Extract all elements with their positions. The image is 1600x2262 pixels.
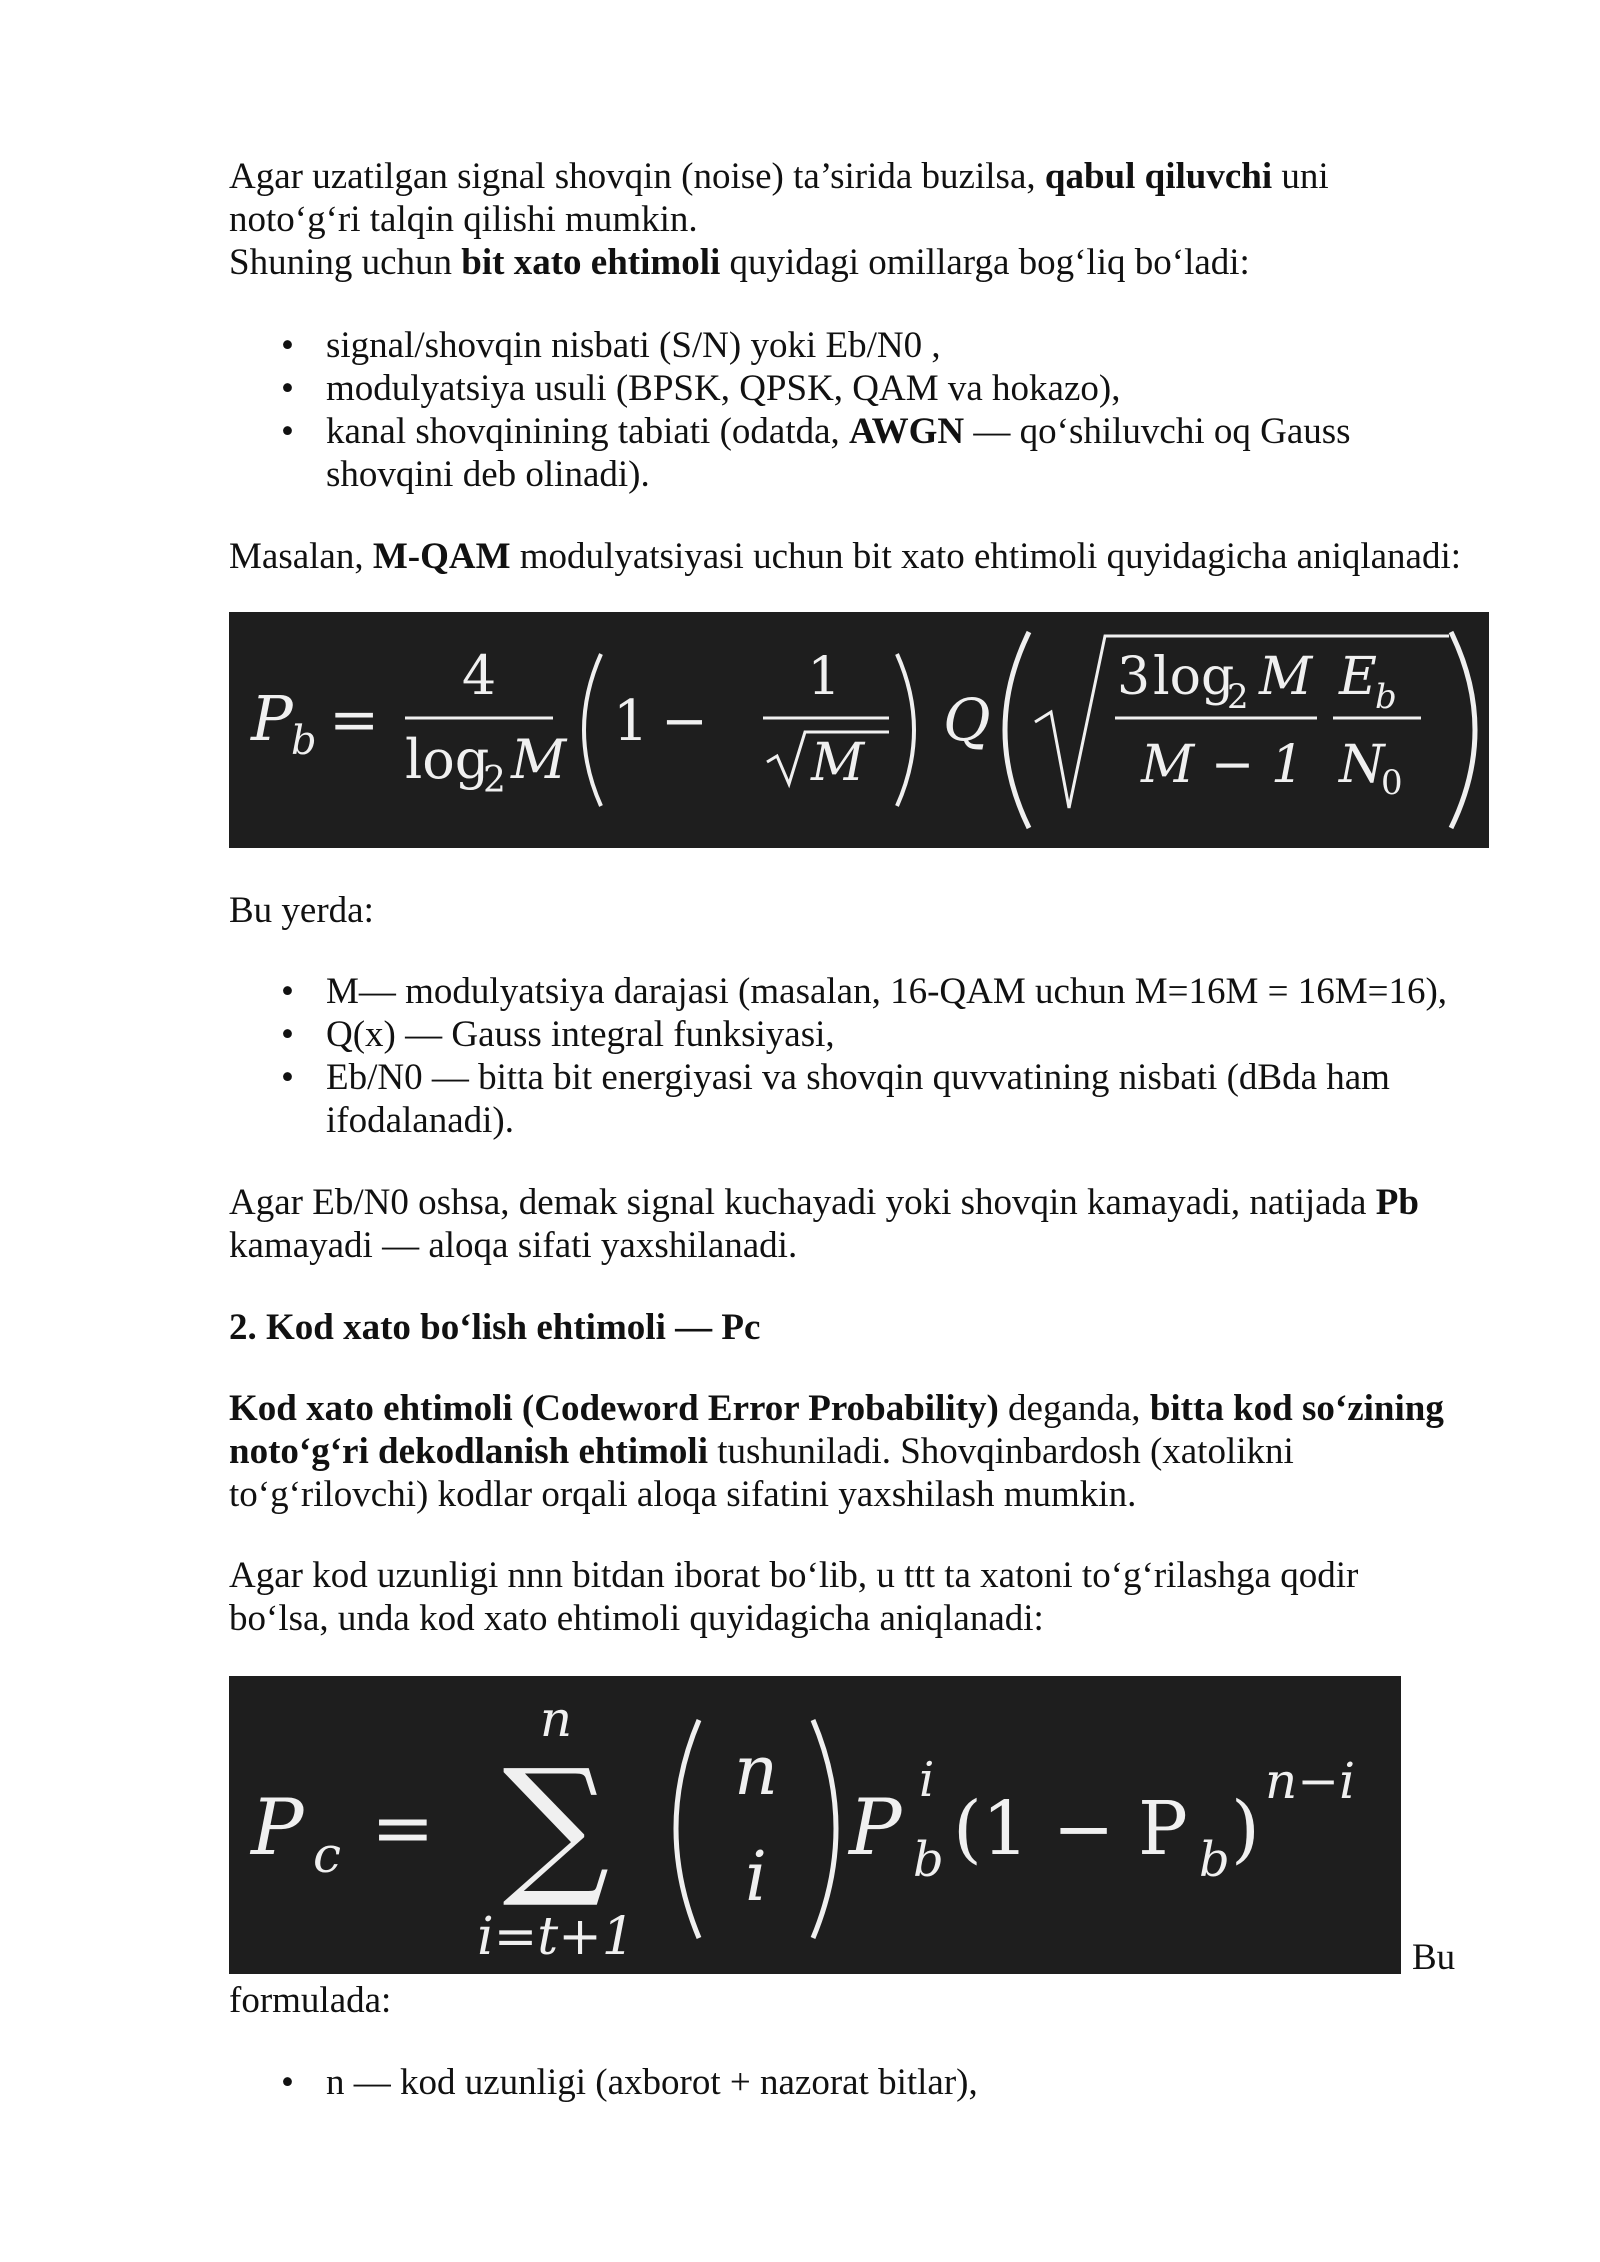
- bullet-icon: •: [281, 411, 294, 452]
- bullet-icon: •: [281, 325, 294, 366]
- formula-root-sub: 2: [1227, 677, 1249, 717]
- formula2-lhs-sub: c: [313, 1826, 342, 1884]
- formula-lhs-p: P: [251, 682, 293, 755]
- variables-list: [229, 970, 1489, 1142]
- intro-line-2: noto‘g‘ri talqin qilishi mumkin.: [229, 199, 698, 240]
- formula2-lhs-p: P: [251, 1783, 304, 1873]
- formula-one: 1: [613, 689, 649, 754]
- formula-q: Q: [943, 686, 991, 754]
- factors-list: [229, 324, 1489, 496]
- list-item: • kanal shovqinining tabiati (odatda, AWGN — qo‘shiluvchi oq Gauss shovqini deb olinadi).: [281, 411, 1351, 495]
- bullet-icon: •: [281, 2062, 294, 2103]
- list-item: • signal/shovqin nisbati (S/N) yoki Eb/N0 ,: [281, 325, 941, 366]
- formula-n0-sub: 0: [1381, 763, 1403, 803]
- code-length-paragraph: Agar kod uzunligi nnn bitdan iborat bo‘lib, u ttt ta xatoni to‘g‘rilashga qodir bo‘lsa, unda kod xato ehtimoli quyidagicha aniqlanadi:: [229, 1555, 1359, 1639]
- formula-den-log: log: [405, 728, 490, 791]
- formula-n0: N: [1339, 735, 1385, 795]
- intro-line-1: Agar uzatilgan signal shovqin (noise) ta’sirida buzilsa, qabul qiluvchi uni: [229, 156, 1329, 197]
- intro-paragraph: [229, 155, 1489, 284]
- formula-root-m: M: [1259, 647, 1313, 707]
- formula2-paren-expr: (1 − P: [953, 1786, 1188, 1872]
- conclusion-paragraph: Agar Eb/N0 oshsa, demak signal kuchayadi yoki shovqin kamayadi, natijada Pb kamayadi — aloqa sifati yaxshilanadi.: [229, 1182, 1419, 1266]
- code-vars-list: [229, 2061, 1489, 2104]
- bullet-icon: •: [281, 1057, 294, 1098]
- where-label-1: Bu yerda:: [229, 890, 374, 931]
- bold-awgn: AWGN: [849, 411, 965, 452]
- formula-eb-sub: b: [1375, 677, 1397, 717]
- sigma-icon: ∑: [502, 1738, 610, 1912]
- left-paren-2: [1005, 632, 1029, 828]
- formula-inner-den: M: [811, 733, 865, 793]
- formula2-close: ): [1231, 1786, 1260, 1872]
- bold-receiver: qabul qiluvchi: [1044, 156, 1273, 197]
- formula-eb: E: [1339, 647, 1377, 707]
- binom-top: n: [734, 1732, 778, 1811]
- right-paren-2: [1451, 632, 1475, 828]
- bold-codeword-error: Kod xato ehtimoli (Codeword Error Probability): [229, 1388, 999, 1429]
- formula-minus: −: [661, 689, 708, 754]
- bold-decoding: noto‘g‘ri dekodlanish ehtimoli: [229, 1431, 708, 1472]
- formula2-equals: =: [371, 1783, 435, 1872]
- intro-line-3: Shuning uchun bit xato ehtimoli quyidagi omillarga bog‘liq bo‘ladi:: [229, 242, 1250, 283]
- formula-qam-svg: [229, 612, 1489, 848]
- formula-numerator-4: 4: [461, 644, 497, 707]
- formula-equals: =: [329, 685, 380, 755]
- formula2-exponent: n−i: [1265, 1752, 1356, 1810]
- binom-left-paren: [676, 1720, 699, 1938]
- sum-upper-limit: n: [539, 1690, 573, 1748]
- formula2-pb: P: [849, 1783, 902, 1873]
- bullet-icon: •: [281, 1014, 294, 1055]
- bold-pb: Pb: [1375, 1182, 1419, 1223]
- formula-qam-ber: [229, 612, 1489, 848]
- where-list-block-2: [229, 2061, 1489, 2104]
- formula-lhs-sub: b: [291, 718, 317, 764]
- factors-list-block: [229, 324, 1489, 496]
- formula2-pb-sub: b: [913, 1832, 944, 1888]
- list-item: • Q(x) — Gauss integral funksiyasi,: [281, 1014, 835, 1055]
- where-inline-bu: Bu: [1412, 1937, 1456, 1978]
- formula-root-den: M − 1: [1141, 735, 1304, 795]
- list-item: • Eb/N0 — bitta bit energiyasi va shovqin quvvatining nisbati (dBda ham ifodalanadi).: [281, 1057, 1390, 1141]
- formula-root-3: 3: [1117, 647, 1151, 707]
- list-item: • n — kod uzunligi (axborot + nazorat bitlar),: [281, 2062, 978, 2103]
- right-paren-1: [897, 654, 914, 806]
- where-list-block-1: [229, 970, 1489, 1142]
- formula-pc-svg: [229, 1676, 1401, 1974]
- bullet-icon: •: [281, 971, 294, 1012]
- left-paren-1: [584, 654, 601, 806]
- formula-inner-num: 1: [807, 647, 841, 707]
- formula2-paren-sub: b: [1199, 1832, 1230, 1888]
- bold-single-codeword: bitta kod so‘zining: [1149, 1388, 1444, 1429]
- formula-den-sub: 2: [483, 760, 506, 801]
- formula-root-log: log: [1153, 647, 1235, 707]
- codeword-paragraph: Kod xato ehtimoli (Codeword Error Probability) deganda, bitta kod so‘zining noto‘g‘ri dekodlanish ehtimoli tushuniladi. Shovqinbardosh (xatolikni to‘g‘rilovchi) kodlar orqali aloqa sifatini yaxshilash mumkin.: [229, 1388, 1444, 1515]
- list-item: • M— modulyatsiya darajasi (masalan, 16-QAM uchun M=16M = 16M=16),: [281, 971, 1448, 1012]
- binom-right-paren: [813, 1720, 836, 1938]
- qam-paragraph: Masalan, M-QAM modulyatsiyasi uchun bit xato ehtimoli quyidagicha aniqlanadi:: [229, 536, 1462, 577]
- bullet-icon: •: [281, 368, 294, 409]
- formula-den-m: M: [511, 728, 567, 791]
- list-item: • modulyatsiya usuli (BPSK, QPSK, QAM va hokazo),: [281, 368, 1121, 409]
- sum-lower-limit: i=t+1: [477, 1907, 635, 1967]
- bold-bit-error: bit xato ehtimoli: [461, 242, 721, 283]
- bold-mqam: M-QAM: [372, 536, 511, 577]
- formula-codeword-error: [229, 1676, 1401, 1974]
- section-heading: 2. Kod xato bo‘lish ehtimoli — Pc: [229, 1307, 761, 1348]
- binom-bottom: i: [745, 1838, 767, 1917]
- where-label-2: formulada:: [229, 1980, 392, 2021]
- formula2-pb-sup: i: [919, 1752, 935, 1808]
